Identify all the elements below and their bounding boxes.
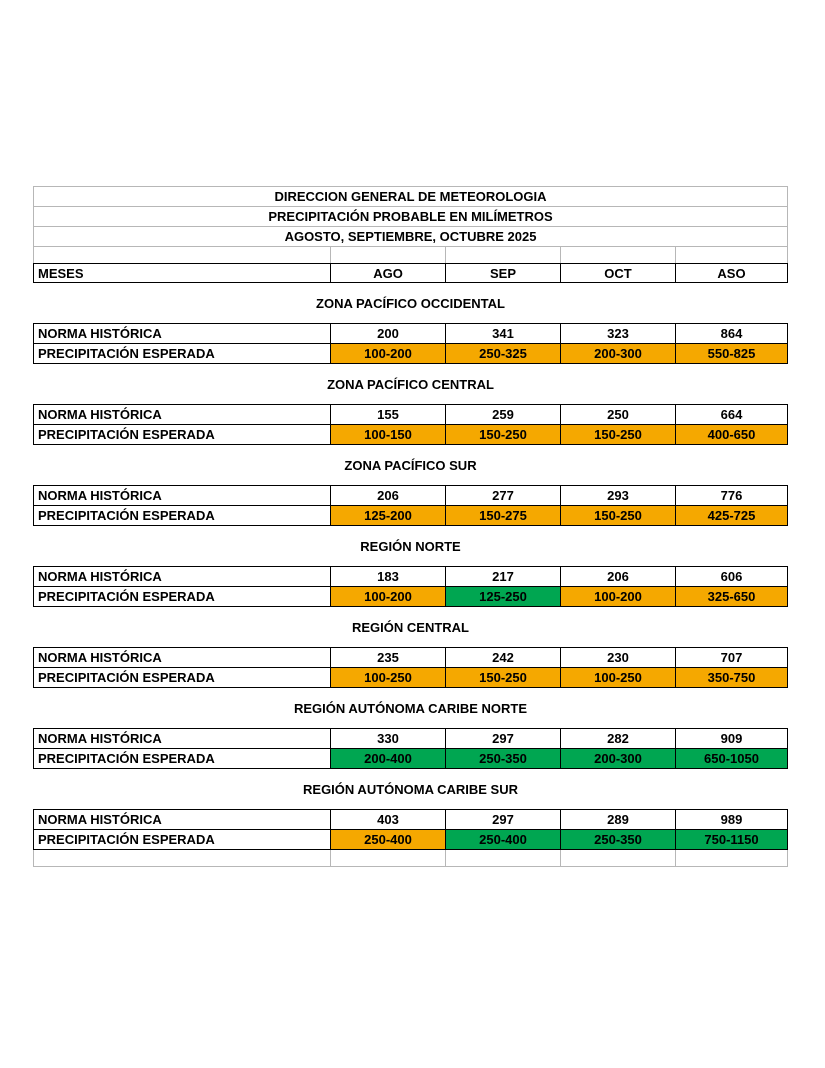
esperada-value: 125-200 — [331, 506, 446, 526]
norma-historica-row — [34, 324, 788, 344]
row-label-norma: NORMA HISTÓRICA — [34, 486, 331, 506]
section-title: REGIÓN AUTÓNOMA CARIBE NORTE — [293, 700, 528, 716]
column-header-ago: AGO — [331, 264, 446, 283]
doc-title: DIRECCION GENERAL DE METEOROLOGIA — [34, 187, 788, 207]
norma-value: 277 — [446, 486, 561, 506]
esperada-value: 200-300 — [561, 749, 676, 769]
norma-value: 155 — [331, 405, 446, 425]
title-row-3 — [34, 227, 788, 247]
esperada-value: 100-200 — [561, 587, 676, 607]
esperada-value: 150-250 — [446, 668, 561, 688]
precipitacion-esperada-row — [34, 830, 788, 850]
title-row-1 — [34, 187, 788, 207]
esperada-value: 425-725 — [676, 506, 788, 526]
row-label-esperada: PRECIPITACIÓN ESPERADA — [34, 830, 331, 850]
column-header-aso: ASO — [676, 264, 788, 283]
esperada-value: 100-150 — [331, 425, 446, 445]
norma-historica-row — [34, 567, 788, 587]
norma-value: 250 — [561, 405, 676, 425]
norma-value: 323 — [561, 324, 676, 344]
norma-value: 242 — [446, 648, 561, 668]
section-title: REGIÓN CENTRAL — [352, 619, 469, 635]
row-label-esperada: PRECIPITACIÓN ESPERADA — [34, 587, 331, 607]
section-title-row — [34, 526, 788, 567]
precipitacion-esperada-row — [34, 344, 788, 364]
norma-value: 776 — [676, 486, 788, 506]
spacer-row-top — [34, 247, 788, 264]
section-title: REGIÓN NORTE — [360, 538, 461, 554]
esperada-value: 350-750 — [676, 668, 788, 688]
esperada-value: 650-1050 — [676, 749, 788, 769]
norma-value: 403 — [331, 810, 446, 830]
esperada-value: 150-250 — [561, 425, 676, 445]
esperada-value: 250-350 — [561, 830, 676, 850]
norma-value: 864 — [676, 324, 788, 344]
column-header-meses: MESES — [34, 264, 331, 283]
norma-value: 259 — [446, 405, 561, 425]
section-title: ZONA PACÍFICO SUR — [344, 457, 477, 473]
row-label-esperada: PRECIPITACIÓN ESPERADA — [34, 749, 331, 769]
norma-value: 989 — [676, 810, 788, 830]
row-label-esperada: PRECIPITACIÓN ESPERADA — [34, 506, 331, 526]
precipitacion-esperada-row — [34, 587, 788, 607]
norma-value: 282 — [561, 729, 676, 749]
norma-value: 289 — [561, 810, 676, 830]
norma-value: 200 — [331, 324, 446, 344]
esperada-value: 400-650 — [676, 425, 788, 445]
spacer-row-bottom — [34, 850, 788, 867]
esperada-value: 100-250 — [331, 668, 446, 688]
esperada-value: 150-250 — [446, 425, 561, 445]
norma-value: 606 — [676, 567, 788, 587]
row-label-norma: NORMA HISTÓRICA — [34, 648, 331, 668]
norma-value: 664 — [676, 405, 788, 425]
esperada-value: 100-200 — [331, 344, 446, 364]
esperada-value: 250-400 — [331, 830, 446, 850]
section-title-row — [34, 364, 788, 405]
esperada-value: 325-650 — [676, 587, 788, 607]
section-title-row — [34, 445, 788, 486]
title-row-2 — [34, 207, 788, 227]
esperada-value: 200-300 — [561, 344, 676, 364]
row-label-norma: NORMA HISTÓRICA — [34, 810, 331, 830]
norma-value: 230 — [561, 648, 676, 668]
doc-period: AGOSTO, SEPTIEMBRE, OCTUBRE 2025 — [34, 227, 788, 247]
norma-historica-row — [34, 486, 788, 506]
section-title: ZONA PACÍFICO CENTRAL — [327, 376, 494, 392]
esperada-value: 150-275 — [446, 506, 561, 526]
norma-value: 235 — [331, 648, 446, 668]
norma-value: 909 — [676, 729, 788, 749]
norma-historica-row — [34, 405, 788, 425]
esperada-value: 125-250 — [446, 587, 561, 607]
norma-value: 341 — [446, 324, 561, 344]
row-label-norma: NORMA HISTÓRICA — [34, 729, 331, 749]
esperada-value: 200-400 — [331, 749, 446, 769]
row-label-esperada: PRECIPITACIÓN ESPERADA — [34, 668, 331, 688]
row-label-norma: NORMA HISTÓRICA — [34, 405, 331, 425]
norma-value: 293 — [561, 486, 676, 506]
row-label-esperada: PRECIPITACIÓN ESPERADA — [34, 344, 331, 364]
section-title-row — [34, 688, 788, 729]
esperada-value: 750-1150 — [676, 830, 788, 850]
section-title-row — [34, 607, 788, 648]
esperada-value: 100-250 — [561, 668, 676, 688]
section-title-row — [34, 769, 788, 810]
norma-value: 297 — [446, 729, 561, 749]
norma-historica-row — [34, 729, 788, 749]
section-title-row — [34, 283, 788, 324]
esperada-value: 250-350 — [446, 749, 561, 769]
norma-value: 297 — [446, 810, 561, 830]
column-header-oct: OCT — [561, 264, 676, 283]
norma-value: 206 — [331, 486, 446, 506]
norma-value: 330 — [331, 729, 446, 749]
precipitacion-esperada-row — [34, 425, 788, 445]
esperada-value: 250-325 — [446, 344, 561, 364]
norma-value: 707 — [676, 648, 788, 668]
norma-value: 206 — [561, 567, 676, 587]
precipitacion-esperada-row — [34, 749, 788, 769]
esperada-value: 150-250 — [561, 506, 676, 526]
column-header-sep: SEP — [446, 264, 561, 283]
norma-value: 183 — [331, 567, 446, 587]
precipitacion-esperada-row — [34, 668, 788, 688]
precipitation-bulletin — [33, 186, 788, 867]
row-label-norma: NORMA HISTÓRICA — [34, 324, 331, 344]
esperada-value: 100-200 — [331, 587, 446, 607]
esperada-value: 250-400 — [446, 830, 561, 850]
column-header-row — [34, 264, 788, 283]
section-title: ZONA PACÍFICO OCCIDENTAL — [316, 295, 505, 311]
esperada-value: 550-825 — [676, 344, 788, 364]
precipitacion-esperada-row — [34, 506, 788, 526]
doc-subtitle: PRECIPITACIÓN PROBABLE EN MILÍMETROS — [34, 207, 788, 227]
norma-historica-row — [34, 810, 788, 830]
norma-historica-row — [34, 648, 788, 668]
row-label-esperada: PRECIPITACIÓN ESPERADA — [34, 425, 331, 445]
row-label-norma: NORMA HISTÓRICA — [34, 567, 331, 587]
section-title: REGIÓN AUTÓNOMA CARIBE SUR — [303, 781, 518, 797]
precipitation-table — [33, 186, 788, 867]
norma-value: 217 — [446, 567, 561, 587]
